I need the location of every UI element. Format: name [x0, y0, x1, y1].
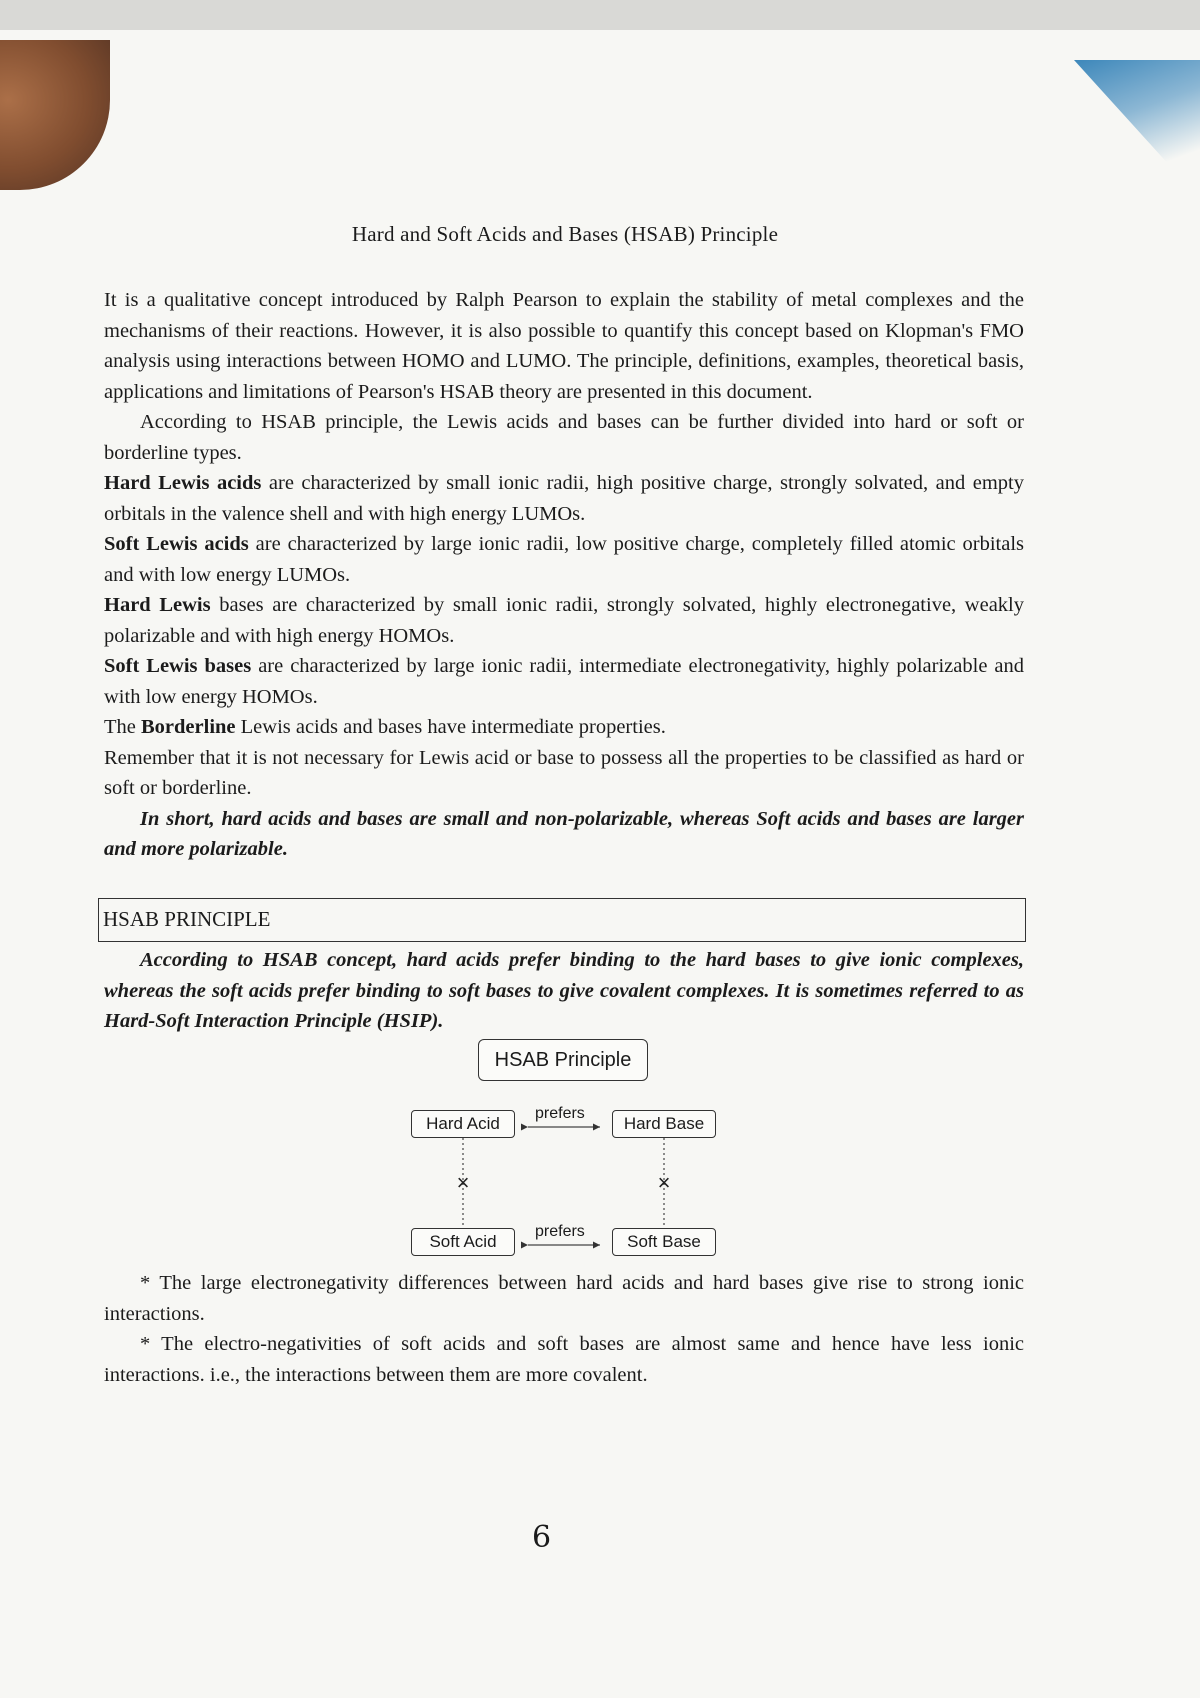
definition-text: Lewis acids and bases have intermediate properties. [235, 716, 666, 738]
prefers-label-top: prefers [535, 1105, 585, 1122]
page-number: 6 [532, 1520, 552, 1555]
hsab-diagram [0, 1035, 1200, 1265]
definition-prefix: The [104, 716, 141, 738]
intro-paragraph: It is a qualitative concept introduced by Ralph Pearson to explain the stability of metal complexes and the mechanisms of their reactions. However, it is also possible to quantify this concept based on Klopman's FMO analysis using interactions between HOMO and LUMO. The principle, definitions, examples, theoretical basis, applications and limitations of Pearson's HSAB theory are presented in this document. [104, 289, 1024, 403]
borderline-definition [104, 712, 1024, 743]
hard-acids-definition [104, 468, 1024, 529]
soft-base-node: Soft Base [612, 1228, 716, 1256]
hsab-division-paragraph: According to HSAB principle, the Lewis acids and bases can be further divided into hard or soft or borderline types. [104, 411, 1024, 464]
prefers-label-bottom: prefers [535, 1223, 585, 1240]
finger-overlay [0, 40, 110, 190]
hard-acid-node: Hard Acid [411, 1110, 515, 1138]
notes [104, 1268, 1024, 1390]
term: Hard Lewis acids [104, 472, 262, 494]
diagram-root-node: HSAB Principle [478, 1039, 648, 1081]
page-title: Hard and Soft Acids and Bases (HSAB) Principle [351, 222, 779, 246]
hard-base-node: Hard Base [612, 1110, 716, 1138]
note-soft-interactions: * The electro-negativities of soft acids and soft bases are almost same and hence have less ionic interactions. i.e., the interactions between them are more covalent. [104, 1333, 1024, 1386]
term: Hard Lewis [104, 594, 211, 616]
soft-acids-definition [104, 529, 1024, 590]
document-body [104, 285, 1024, 865]
cross-mark-left: × [456, 1170, 470, 1195]
definition-text: bases are characterized by small ionic radii, strongly solvated, highly electronegative, weakly polarizable and with high energy HOMOs. [104, 594, 1025, 647]
concept-paragraph: According to HSAB concept, hard acids prefer binding to the hard bases to give ionic complexes, whereas the soft acids prefer binding to soft bases to give covalent complexes. It is sometimes referred to as Hard-Soft Interaction Principle (HSIP). [104, 949, 1024, 1032]
definition-text: are characterized by large ionic radii, intermediate electronegativity, highly polarizable and with low energy HOMOs. [104, 655, 1024, 708]
soft-acid-node: Soft Acid [411, 1228, 515, 1256]
definition-text: are characterized by small ionic radii, high positive charge, strongly solvated, and empty orbitals in the valence shell and with high energy LUMOs. [104, 472, 1025, 525]
term: Soft Lewis bases [104, 655, 252, 677]
soft-bases-definition [104, 651, 1024, 712]
hard-bases-definition [104, 590, 1024, 651]
section-heading: HSAB PRINCIPLE [98, 898, 1026, 942]
definition-text: are characterized by large ionic radii, low positive charge, completely filled atomic orbitals and with low energy LUMOs. [104, 533, 1025, 586]
cross-mark-right: × [657, 1170, 671, 1195]
term: Soft Lewis acids [104, 533, 249, 555]
remember-paragraph: Remember that it is not necessary for Lewis acid or base to possess all the properties to be classified as hard or soft or borderline. [104, 746, 1024, 799]
note-hard-interactions: * The large electronegativity differences between hard acids and hard bases give rise to strong ionic interactions. [104, 1272, 1024, 1325]
summary-paragraph: In short, hard acids and bases are small and non-polarizable, whereas Soft acids and bases are larger and more polarizable. [104, 807, 1024, 860]
term: Borderline [141, 716, 236, 738]
corner-object [1040, 60, 1200, 210]
